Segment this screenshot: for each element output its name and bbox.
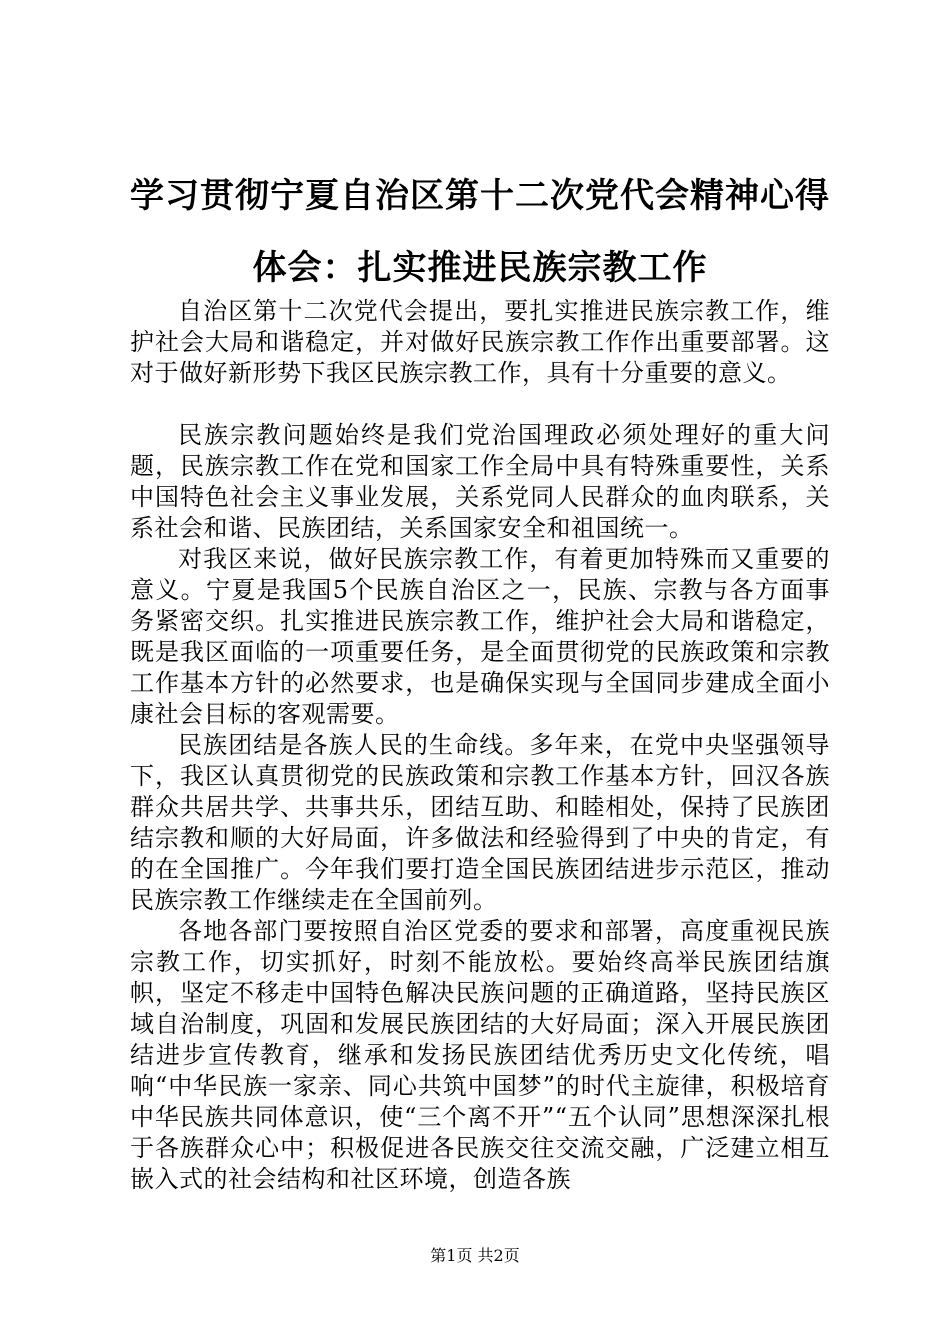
document-body	[130, 296, 830, 1195]
paragraph-5: 各地各部门要按照自治区党委的要求和部署，高度重视民族宗教工作，切实抓好，时刻不能放松。要始终高举民族团结旗帜，坚定不移走中国特色解决民族问题的正确道路，坚持民族区域自治制度，巩固和发展民族团结的大好局面；深入开展民族团结进步宣传教育，继承和发扬民族团结优秀历史文化传统，唱响“中华民族一家亲、同心共筑中国梦”的时代主旋律，积极培育中华民族共同体意识，使“三个离不开”“五个认同”思想深深扎根于各族群众心中；积极促进各民族交往交流交融，广泛建立相互嵌入式的社会结构和社区环境，创造各族	[130, 917, 830, 1193]
paragraph-3: 对我区来说，做好民族宗教工作，有着更加特殊而又重要的意义。宁夏是我国5个民族自治区之一，民族、宗教与各方面事务紧密交织。扎实推进民族宗教工作，维护社会大局和谐稳定，既是我区面临的一项重要任务，是全面贯彻党的民族政策和宗教工作基本方针的必然要求，也是确保实现与全国同步建成全面小康社会目标的客观需要。	[130, 545, 830, 728]
title-line-1: 学习贯彻宁夏自治区第十二次党代会精神心得	[130, 176, 830, 216]
page-number-footer: 第1页 共2页	[430, 1246, 520, 1265]
paragraph-1: 自治区第十二次党代会提出，要扎实推进民族宗教工作，维护社会大局和谐稳定，并对做好民族宗教工作作出重要部署。这对于做好新形势下我区民族宗教工作，具有十分重要的意义。	[130, 297, 830, 387]
title-line-2: 体会：扎实推进民族宗教工作	[252, 248, 708, 288]
paragraph-2: 民族宗教问题始终是我们党治国理政必须处理好的重大问题，民族宗教工作在党和国家工作全局中具有特殊重要性，关系中国特色社会主义事业发展，关系党同人民群众的血肉联系，关系社会和谐、民族团结，关系国家安全和祖国统一。	[130, 421, 830, 542]
document-title	[120, 160, 840, 304]
paragraph-4: 民族团结是各族人民的生命线。多年来，在党中央坚强领导下，我区认真贯彻党的民族政策和宗教工作基本方针，回汉各族群众共居共学、共事共乐，团结互助、和睦相处，保持了民族团结宗教和顺的大好局面，许多做法和经验得到了中央的肯定，有的在全国推广。今年我们要打造全国民族团结进步示范区，推动民族宗教工作继续走在全国前列。	[130, 731, 830, 914]
